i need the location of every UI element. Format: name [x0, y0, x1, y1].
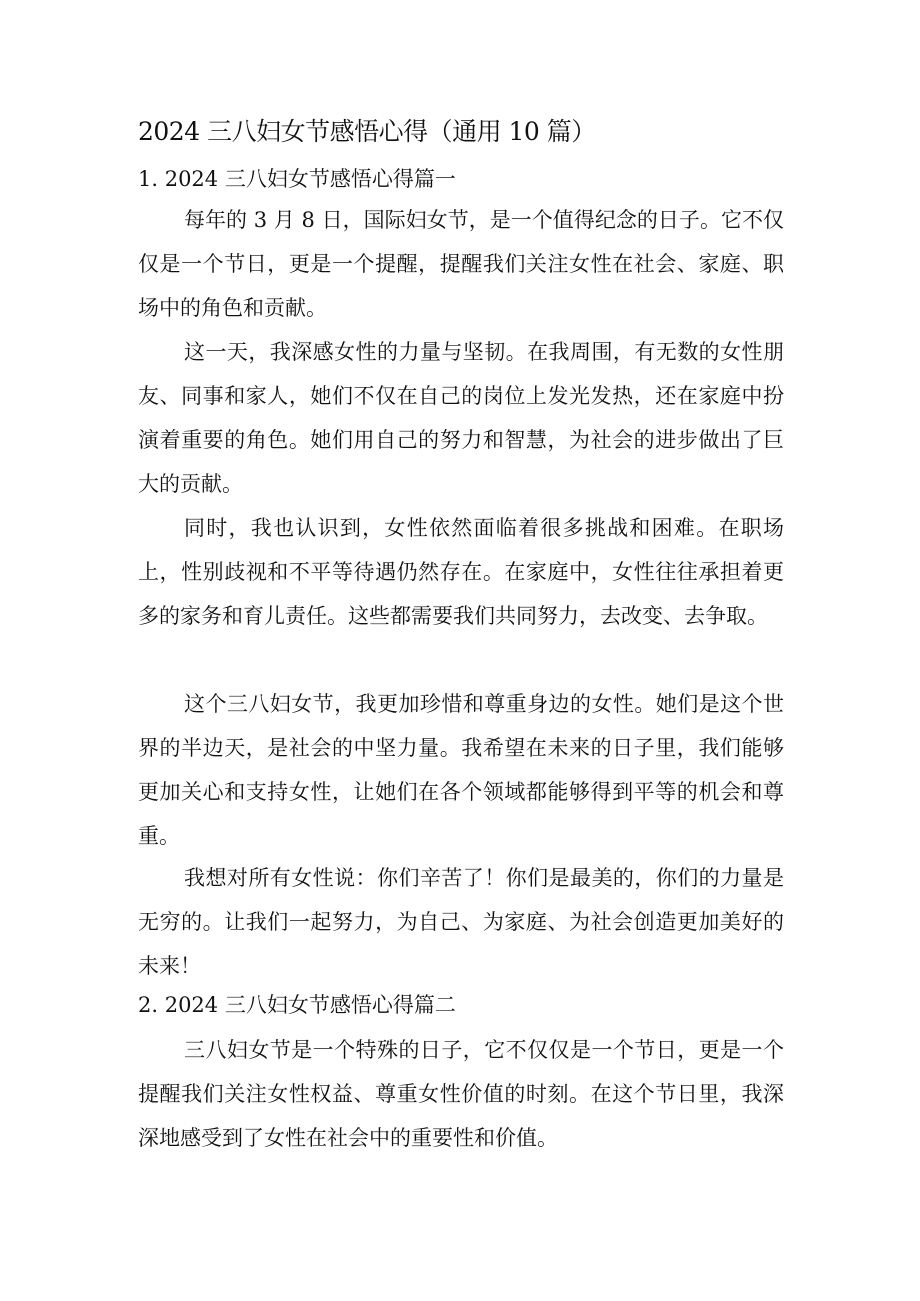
section-heading-1: 1. 2024 三八妇女节感悟心得篇一	[138, 167, 456, 191]
section-1-paragraph-5: 我想对所有女性说：你们辛苦了！你们是最美的，你们的力量是无穷的。让我们一起努力，为自己、为家庭、为社会创造更加美好的未来！	[138, 866, 784, 978]
section-1-paragraph-4: 这个三八妇女节，我更加珍惜和尊重身边的女性。她们是这个世界的半边天，是社会的中坚力量。我希望在未来的日子里，我们能够更加关心和支持女性，让她们在各个领域都能够得到平等的机会和尊重。	[138, 692, 784, 848]
document-title: 2024 三八妇女节感悟心得（通用 10 篇）	[138, 117, 596, 146]
section-1-paragraph-1: 每年的 3 月 8 日，国际妇女节，是一个值得纪念的日子。它不仅仅是一个节日，更是一个提醒，提醒我们关注女性在社会、家庭、职场中的角色和贡献。	[138, 208, 784, 320]
section-1-paragraph-2: 这一天，我深感女性的力量与坚韧。在我周围，有无数的女性朋友、同事和家人，她们不仅在自己的岗位上发光发热，还在家庭中扮演着重要的角色。她们用自己的努力和智慧，为社会的进步做出了巨大的贡献。	[138, 340, 784, 496]
section-1-paragraph-3: 同时，我也认识到，女性依然面临着很多挑战和困难。在职场上，性别歧视和不平等待遇仍然存在。在家庭中，女性往往承担着更多的家务和育儿责任。这些都需要我们共同努力，去改变、去争取。	[138, 516, 784, 628]
section-2-paragraph-1: 三八妇女节是一个特殊的日子，它不仅仅是一个节日，更是一个提醒我们关注女性权益、尊重女性价值的时刻。在这个节日里，我深深地感受到了女性在社会中的重要性和价值。	[138, 1038, 784, 1150]
section-heading-2: 2. 2024 三八妇女节感悟心得篇二	[138, 993, 456, 1017]
